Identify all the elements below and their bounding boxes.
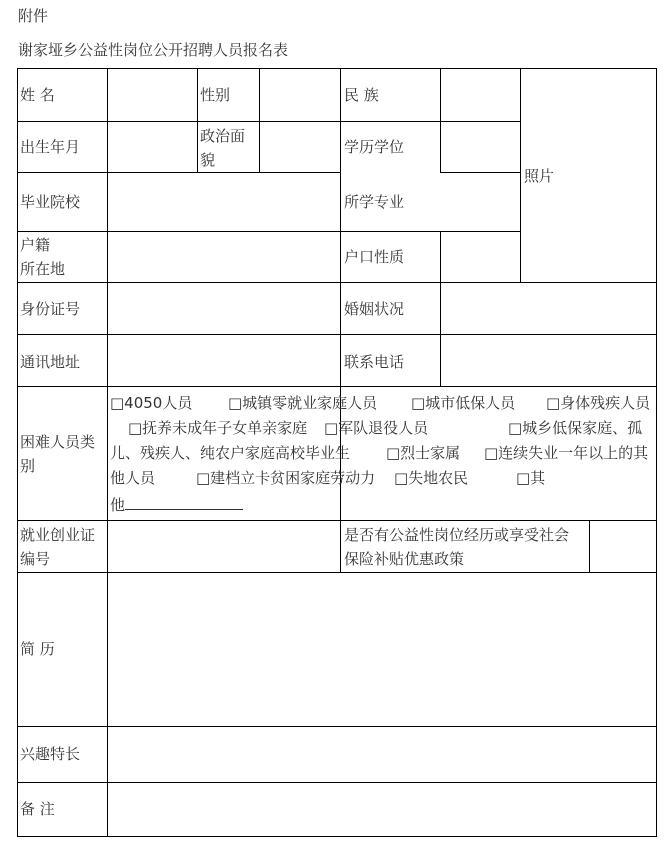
option-urban-low-income[interactable]: □城市低保人员 (411, 394, 516, 412)
label-education: 学历学位 (344, 138, 405, 156)
label-hardship-line2: 别 (20, 457, 36, 475)
form-title: 谢家垭乡公益性岗位公开招聘人员报名表 (18, 41, 289, 59)
row-border (17, 231, 521, 232)
label-political-status-line2: 貌 (200, 151, 216, 169)
row-border (17, 572, 657, 573)
label-phone: 联系电话 (344, 353, 405, 371)
label-policy-question-line1: 是否有公益性岗位经历或享受社会 (344, 526, 570, 544)
row-border (17, 836, 657, 837)
option-physical-disability[interactable]: □身体残疾人员 (546, 394, 651, 412)
label-name: 姓 名 (20, 86, 55, 104)
row-border (17, 172, 341, 173)
hardship-options (110, 391, 656, 516)
option-long-term-unemployed-cont: 他人员 (110, 469, 156, 487)
label-hardship-line1: 困难人员类 (20, 433, 96, 451)
label-birth-date: 出生年月 (20, 138, 81, 156)
label-gender: 性别 (200, 86, 231, 104)
option-veteran[interactable]: □军队退役人员 (324, 419, 429, 437)
label-hukou-line1: 户籍 (20, 236, 51, 254)
col-border (520, 68, 521, 282)
col-border (197, 68, 198, 172)
label-employment-cert-line2: 编号 (20, 550, 51, 568)
option-other-cont: 他 (110, 496, 126, 514)
label-school: 毕业院校 (20, 193, 81, 211)
option-single-parent-family[interactable]: □抚养未成年子女单亲家庭 (128, 419, 308, 437)
row-border (17, 520, 657, 521)
label-major: 所学专业 (344, 193, 405, 211)
row-border (440, 172, 521, 173)
label-hukou-type: 户口性质 (344, 248, 405, 266)
label-id-number: 身份证号 (20, 300, 81, 318)
label-address: 通讯地址 (20, 353, 81, 371)
col-border (259, 68, 260, 172)
col-border (440, 68, 441, 172)
col-border (107, 68, 108, 836)
label-photo: 照片 (524, 167, 555, 185)
col-border (440, 231, 441, 386)
label-ethnicity: 民 族 (344, 86, 379, 104)
option-rural-low-income-cont: 儿、残疾人、纯农户家庭高校毕业生 (110, 444, 351, 462)
row-border (17, 334, 657, 335)
other-fill-blank[interactable] (125, 491, 243, 510)
option-rural-low-income[interactable]: □城乡低保家庭、孤 (508, 419, 643, 437)
label-hobbies: 兴趣特长 (20, 745, 81, 763)
row-border (17, 726, 657, 727)
option-zero-employment-family[interactable]: □城镇零就业家庭人员 (228, 394, 378, 412)
option-martyr-family[interactable]: □烈士家属 (386, 444, 461, 462)
attachment-label: 附件 (18, 7, 49, 25)
label-marital-status: 婚姻状况 (344, 300, 405, 318)
col-border (589, 520, 590, 572)
option-other[interactable]: □其 (516, 469, 546, 487)
option-4050[interactable]: □4050人员 (110, 394, 193, 412)
label-employment-cert-line1: 就业创业证 (20, 526, 96, 544)
row-border (17, 282, 657, 283)
option-poverty-labor[interactable]: □建档立卡贫困家庭劳动力 (196, 469, 376, 487)
col-border (17, 68, 18, 836)
row-border (17, 68, 657, 69)
label-hukou-line2: 所在地 (20, 260, 66, 278)
row-border (17, 782, 657, 783)
option-long-term-unemployed[interactable]: □连续失业一年以上的其 (484, 444, 649, 462)
col-border (656, 68, 657, 836)
label-political-status-line1: 政治面 (200, 127, 246, 145)
label-policy-question-line2: 保险补贴优惠政策 (344, 550, 465, 568)
label-resume: 简 历 (20, 640, 55, 658)
label-remarks: 备 注 (20, 800, 55, 818)
row-border (17, 121, 521, 122)
row-border (17, 386, 657, 387)
option-landless-farmer[interactable]: □失地农民 (394, 469, 469, 487)
